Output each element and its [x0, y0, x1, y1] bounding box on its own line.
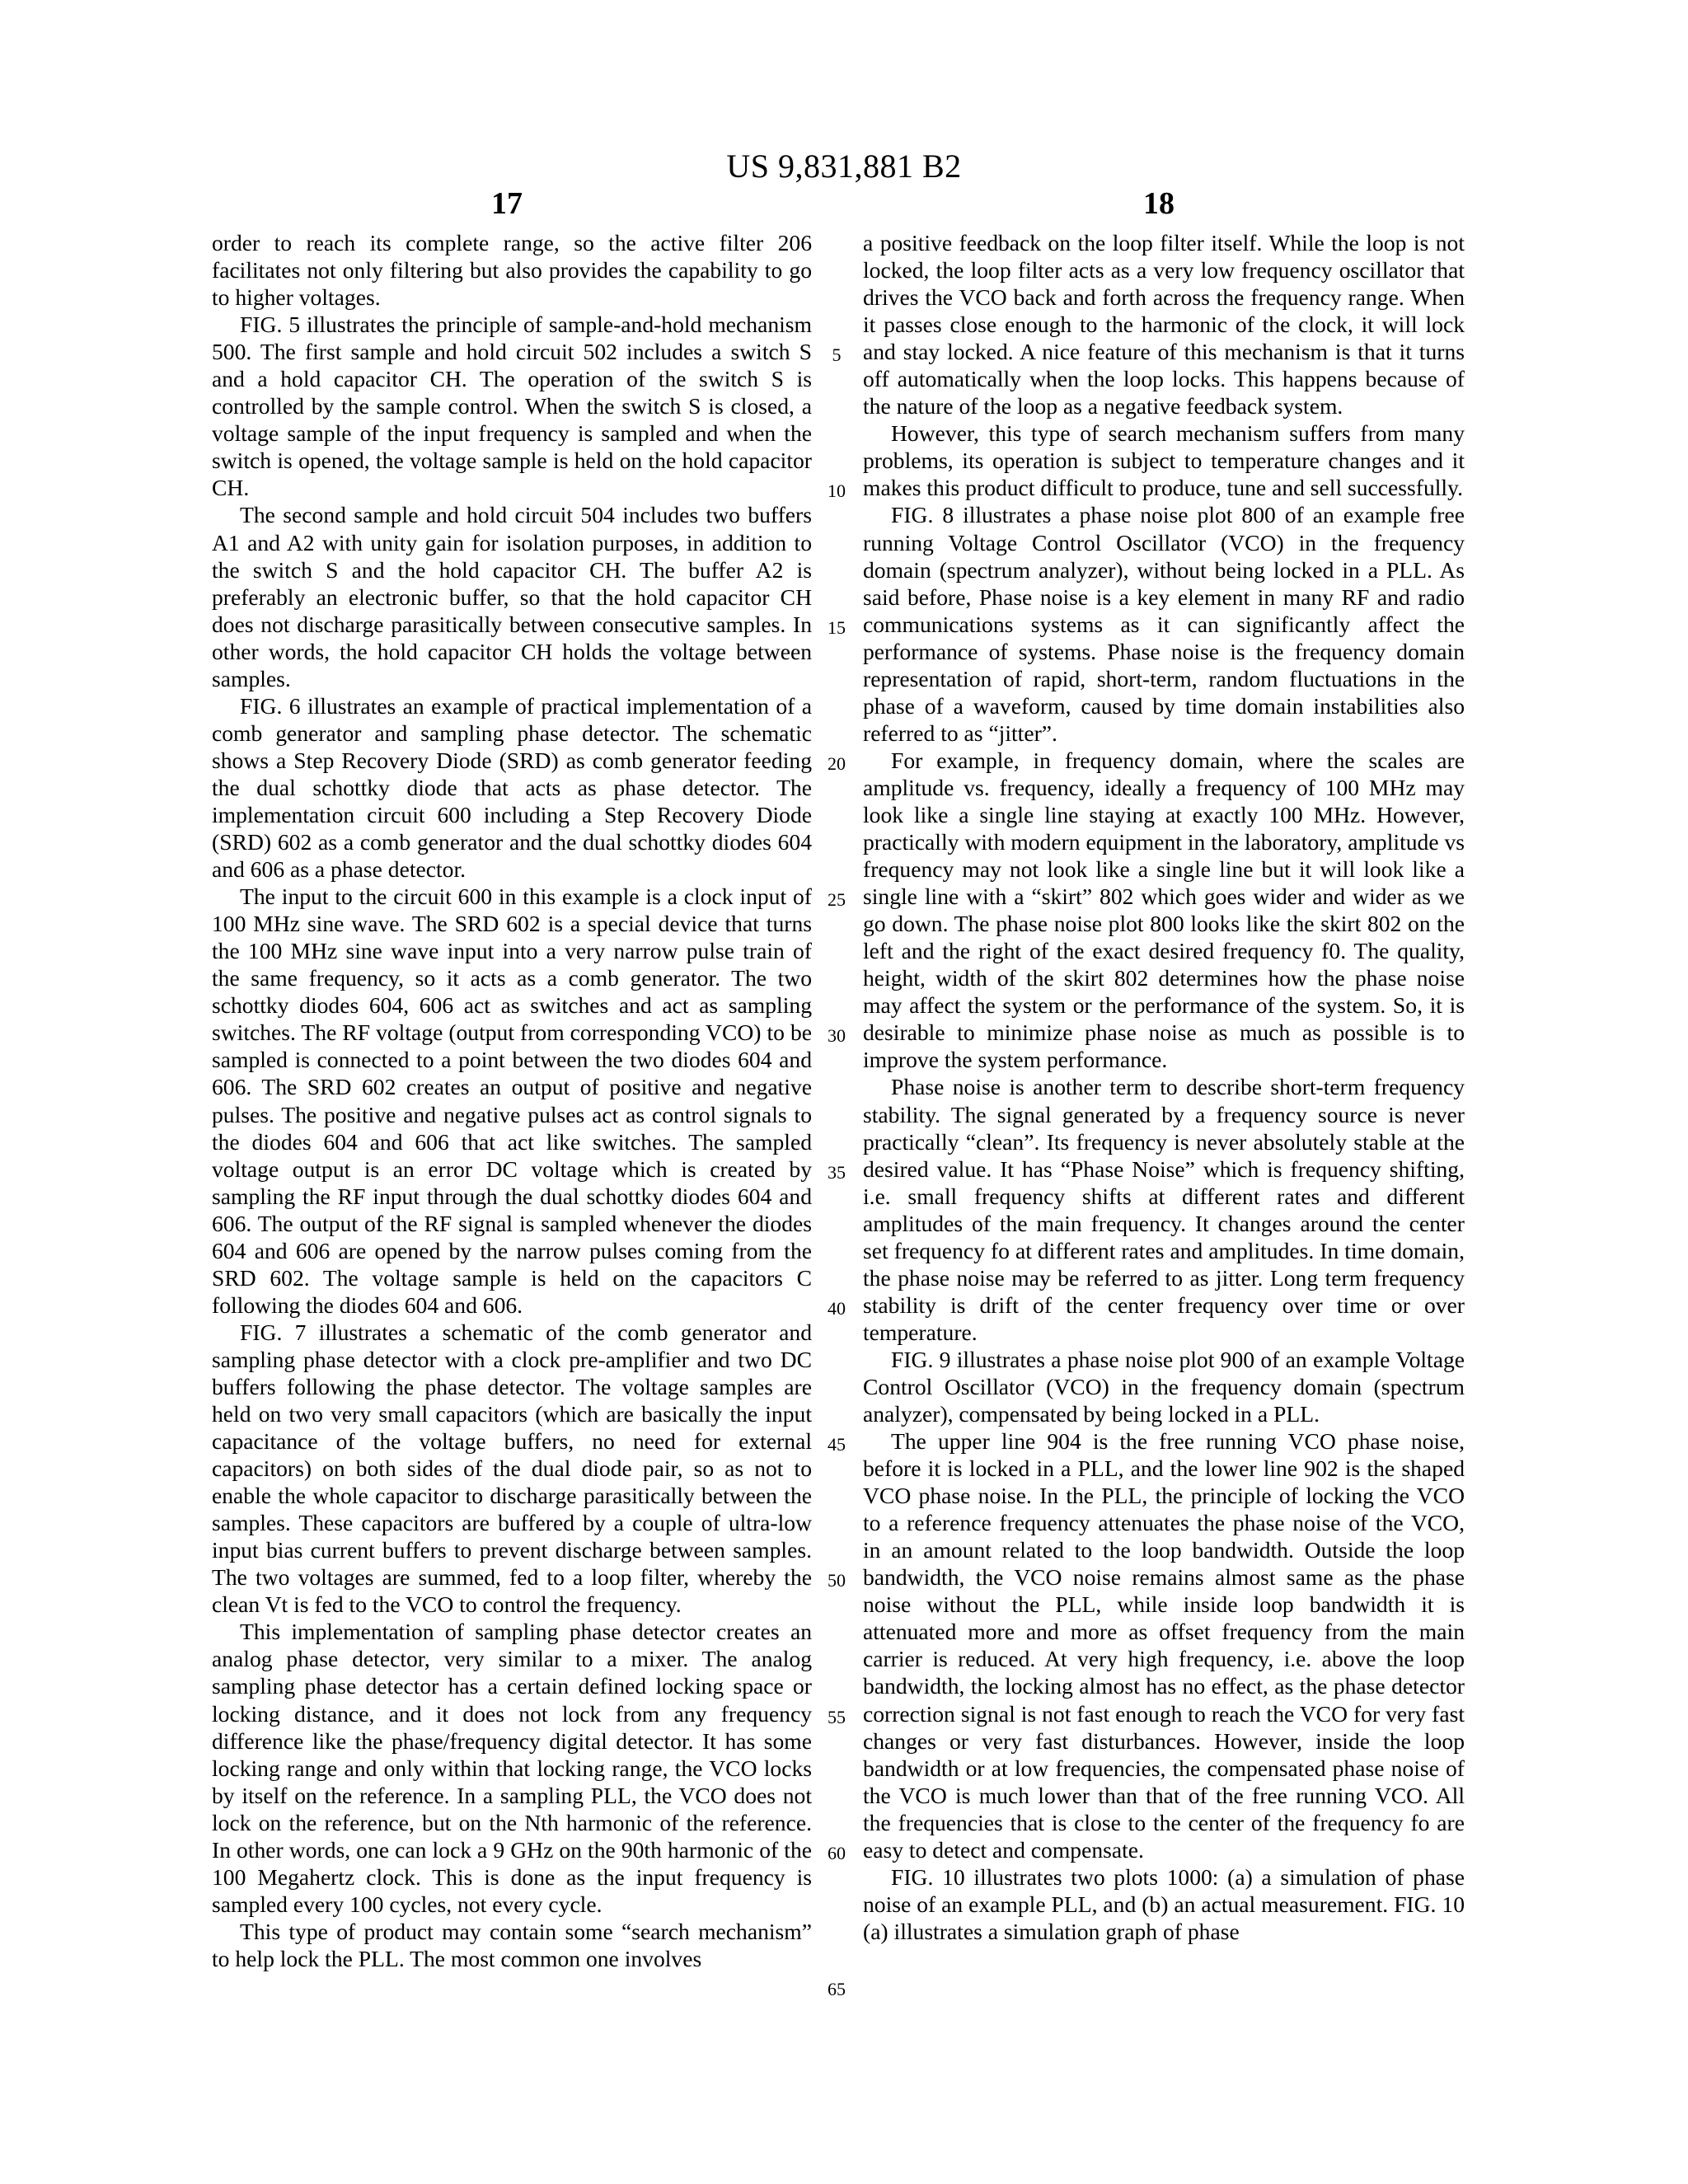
line-number: 25	[828, 889, 846, 910]
right-paragraph-2: However, this type of search mechanism suffers from many problems, its operation is subject to temperature changes and it makes this product difficult to produce, tune and sell successfully.	[863, 420, 1465, 501]
line-number: 60	[828, 1843, 846, 1863]
right-paragraph-4: For example, in frequency domain, where the scales are amplitude vs. frequency, ideally a frequency of 100 MHz may look like a single line staying at exactly 100 MHz. However, practically with modern equipment in the laboratory, amplitude vs frequency may not look like a single line but it will look like a single line with a “skirt” 802 which goes wider and wider as we go down. The phase noise plot 800 looks like the skirt 802 on the left and the right of the exact desired frequency f0. The quality, height, width of the skirt 802 determines how the phase noise may affect the system or the performance of the system. So, it is desirable to minimize phase noise as much as possible is to improve the system performance.	[863, 747, 1465, 1073]
right-paragraph-6: FIG. 9 illustrates a phase noise plot 900 of an example Voltage Control Oscillator (VCO) in the frequency domain (spectrum analyzer), compensated by being locked in a PLL.	[863, 1346, 1465, 1427]
line-number: 45	[828, 1434, 846, 1455]
line-number: 15	[828, 617, 846, 638]
right-paragraph-7: The upper line 904 is the free running VCO phase noise, before it is locked in a PLL, and the lower line 902 is the shaped VCO phase noise. In the PLL, the principle of locking the VCO to a reference frequency attenuates the phase noise of the VCO, in an amount related to the loop bandwidth. Outside the loop bandwidth, the VCO noise remains almost same as the phase noise without the PLL, while inside loop bandwidth it is attenuated more and more as offset frequency from the main carrier is reduced. At very high frequency, i.e. above the loop bandwidth, the locking almost has no effect, as the phase detector correction signal is not fast enough to reach the VCO for very fast changes or very fast disturbances. However, inside the loop bandwidth or at low frequencies, the compensated phase noise of the VCO is much lower than that of the free running VCO. All the frequencies that is close to the center of the frequency fo are easy to detect and compensate.	[863, 1428, 1465, 1863]
right-column	[863, 229, 1465, 1945]
left-page-number: 17	[491, 186, 523, 221]
line-number: 65	[828, 1979, 846, 1999]
right-paragraph-1: a positive feedback on the loop filter itself. While the loop is not locked, the loop filter acts as a very low frequency oscillator that drives the VCO back and forth across the frequency range. When it passes close enough to the harmonic of the clock, it will lock and stay locked. A nice feature of this mechanism is that it turns off automatically when the loop locks. This happens because of the nature of the loop as a negative feedback system.	[863, 230, 1465, 419]
right-paragraph-5: Phase noise is another term to describe short-term frequency stability. The signal generated by a frequency source is never practically “clean”. Its frequency is never absolutely stable at the desired value. It has “Phase Noise” which is frequency shifting, i.e. small frequency shifts at different rates and different amplitudes of the main frequency. It changes around the center set frequency fo at different rates and amplitudes. In time domain, the phase noise may be referred to as jitter. Long term frequency stability is drift of the center frequency over time or over temperature.	[863, 1074, 1465, 1345]
line-number: 40	[828, 1298, 846, 1319]
right-paragraph-8: FIG. 10 illustrates two plots 1000: (a) a simulation of phase noise of an example PLL, and (b) an actual measurement. FIG. 10 (a) illustrates a simulation graph of phase	[863, 1863, 1465, 1944]
line-number: 5	[832, 344, 842, 365]
left-paragraph-1: order to reach its complete range, so the active filter 206 facilitates not only filtering but also provides the capability to go to higher voltages.	[212, 230, 812, 311]
line-number: 30	[828, 1025, 846, 1046]
right-page-number: 18	[1143, 186, 1175, 221]
patent-number: US 9,831,881 B2	[726, 148, 962, 185]
right-paragraph-3: FIG. 8 illustrates a phase noise plot 800 of an example free running Voltage Control Oscillator (VCO) in the frequency domain (spectrum analyzer), without being locked in a PLL. As said before, Phase noise is a key element in many RF and radio communications systems as it can significantly affect the performance of systems. Phase noise is the frequency domain representation of rapid, short-term, random fluctuations in the phase of a waveform, caused by time domain instabilities also referred to as “jitter”.	[863, 502, 1465, 746]
left-paragraph-8: This type of product may contain some “search mechanism” to help lock the PLL. The most common one involves	[212, 1918, 812, 1971]
left-paragraph-5: The input to the circuit 600 in this example is a clock input of 100 MHz sine wave. The SRD 602 is a special device that turns the 100 MHz sine wave input into a very narrow pulse train of the same frequency, so it acts as a comb generator. The two schottky diodes 604, 606 act as switches and act as sampling switches. The RF voltage (output from corresponding VCO) to be sampled is connected to a point between the two diodes 604 and 606. The SRD 602 creates an output of positive and negative pulses. The positive and negative pulses act as control signals to the diodes 604 and 606 that act like switches. The sampled voltage output is an error DC voltage which is created by sampling the RF input through the dual schottky diodes 604 and 606. The output of the RF signal is sampled whenever the diodes 604 and 606 are opened by the narrow pulses coming from the SRD 602. The voltage sample is held on the capacitors C following the diodes 604 and 606.	[212, 883, 812, 1318]
left-paragraph-4: FIG. 6 illustrates an example of practical implementation of a comb generator and sampling phase detector. The schematic shows a Step Recovery Diode (SRD) as comb generator feeding the dual schottky diode that acts as phase detector. The implementation circuit 600 including a Step Recovery Diode (SRD) 602 as a comb generator and the dual schottky diodes 604 and 606 as a phase detector.	[212, 692, 812, 883]
left-paragraph-6: FIG. 7 illustrates a schematic of the comb generator and sampling phase detector with a clock pre-amplifier and two DC buffers following the phase detector. The voltage samples are held on two very small capacitors (which are basically the input capacitance of the voltage buffers, no need for external capacitors) on both sides of the dual diode pair, so as not to enable the whole capacitor to discharge parasitically between the samples. These capacitors are buffered by a couple of ultra-low input bias current buffers to prevent discharge between samples. The two voltages are summed, fed to a loop filter, whereby the clean Vt is fed to the VCO to control the frequency.	[212, 1319, 812, 1618]
line-number: 55	[828, 1707, 846, 1727]
line-number: 35	[828, 1162, 846, 1183]
left-paragraph-2: FIG. 5 illustrates the principle of sample-and-hold mechanism 500. The first sample and hold circuit 502 includes a switch S and a hold capacitor CH. The operation of the switch S is controlled by the sample control. When the switch S is closed, a voltage sample of the input frequency is sampled and when the switch is opened, the voltage sample is held on the hold capacitor CH.	[212, 312, 812, 501]
line-number: 10	[828, 480, 846, 501]
left-paragraph-3: The second sample and hold circuit 504 includes two buffers A1 and A2 with unity gain for isolation purposes, in addition to the switch S and the hold capacitor CH. The buffer A2 is preferably an electronic buffer, so that the hold capacitor CH does not discharge parasitically between consecutive samples. In other words, the hold capacitor CH holds the voltage between samples.	[212, 502, 812, 691]
line-number: 50	[828, 1570, 846, 1591]
left-paragraph-7: This implementation of sampling phase detector creates an analog phase detector, very similar to a mixer. The analog sampling phase detector has a certain defined locking space or locking distance, and it does not lock from any frequency difference like the phase/frequency digital detector. It has some locking range and only within that locking range, the VCO locks by itself on the reference. In a sampling PLL, the VCO does not lock on the reference, but on the Nth harmonic of the reference. In other words, one can lock a 9 GHz on the 90th harmonic of the 100 Megahertz clock. This is done as the input frequency is sampled every 100 cycles, not every cycle.	[212, 1619, 812, 1917]
left-column	[212, 229, 812, 1972]
line-number: 20	[828, 753, 846, 774]
